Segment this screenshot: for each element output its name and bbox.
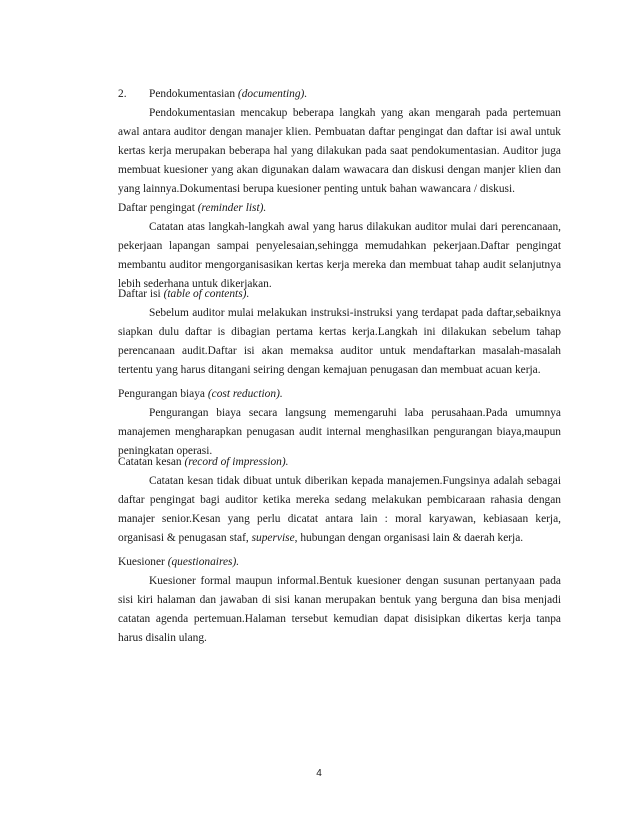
section-body: [118, 472, 561, 548]
section-term: (cost reduction).: [207, 388, 283, 400]
section-heading: [118, 85, 561, 104]
section-body: Catatan atas langkah-langkah awal yang harus dilakukan auditor mulai dari perencanaan, pekerjaan lapangan sampai penyelesaian,sehingga memudahkan pekerjaan.Daftar pengingat membantu auditor mengorganisasikan kertas kerja mereka dan membuat tahap audit selanjutnya lebih sederhana untuk dikerjakan.: [118, 221, 561, 290]
section-body: Pendokumentasian mencakup beberapa langkah yang akan mengarah pada pertemuan awal antara auditor dengan manajer klien. Pembuatan daftar pengingat dan daftar isi awal untuk kertas kerja merupakan beberapa hal yang dilakukan pada saat pendokumentasian. Auditor juga membuat kuesioner yang akan digunakan dalam wawacara dan diskusi dengan manjer klien dan yang lainnya.Dokumentasi berupa kuesioner penting untuk bahan wawancara / diskusi.: [118, 107, 561, 195]
section-term: (documenting).: [237, 88, 308, 100]
section-term: (table of contents).: [163, 288, 250, 300]
section-heading: [118, 385, 561, 404]
section-term: (reminder list).: [197, 202, 267, 214]
section-heading: [118, 453, 561, 472]
section-documenting: [118, 85, 561, 199]
section-title: Daftar isi: [118, 288, 161, 300]
section-title: Kuesioner: [118, 556, 165, 568]
section-title: Catatan kesan: [118, 456, 182, 468]
section-body-emphasis: supervise: [251, 532, 295, 544]
section-title: Pendokumentasian: [149, 88, 236, 100]
page-number: 4: [316, 768, 322, 779]
section-body-text: , hubungan dengan organisasi lain & daerah kerja.: [294, 532, 524, 544]
section-questionnaires: [118, 553, 561, 648]
section-heading: [118, 199, 561, 218]
section-title: Daftar pengingat: [118, 202, 195, 214]
section-title: Pengurangan biaya: [118, 388, 205, 400]
section-reminder-list: [118, 199, 561, 294]
section-number: 2.: [118, 88, 127, 100]
section-record-of-impression: [118, 453, 561, 548]
section-term: (record of impression).: [184, 456, 289, 468]
section-heading: [118, 285, 561, 304]
section-body: Pengurangan biaya secara langsung memengaruhi laba perusahaan.Pada umumnya manajemen mengharapkan penugasan audit internal menghasilkan pengurangan biaya,maupun peningkatan operasi.: [118, 407, 561, 457]
section-cost-reduction: [118, 385, 561, 461]
section-body: Kuesioner formal maupun informal.Bentuk kuesioner dengan susunan pertanyaan pada sisi kiri halaman dan jawaban di sisi kanan merupakan bentuk yang berguna dan bisa menjadi catatan agenda pertemuan.Halaman tersebut kemudian dapat disisipkan dikertas kerja tanpa harus disalin ulang.: [118, 575, 561, 644]
section-table-of-contents: [118, 285, 561, 380]
section-term: (questionaires).: [167, 556, 240, 568]
section-body-text: Catatan kesan tidak dibuat untuk diberikan kepada manajemen.Fungsinya adalah sebagai daftar pengingat bagi auditor ketika mereka sedang melakukan pembicaraan rahasia dengan manajer senior.Kesan yang perlu dicatat antara lain : moral karyawan, kebiasaan kerja, organisasi & penugasan staf,: [118, 475, 561, 544]
section-body: Sebelum auditor mulai melakukan instruksi-instruksi yang terdapat pada daftar,sebaiknya siapkan dulu daftar is dibagian pertama kertas kerja.Langkah ini dilakukan sebelum tahap perencanaan audit.Daftar isi akan memaksa auditor untuk mendaftarkan masalah-masalah tertentu yang harus ditangani seiring dengan kemajuan penugasan dan membuat acuan kerja.: [118, 307, 561, 376]
section-heading: [118, 553, 561, 572]
